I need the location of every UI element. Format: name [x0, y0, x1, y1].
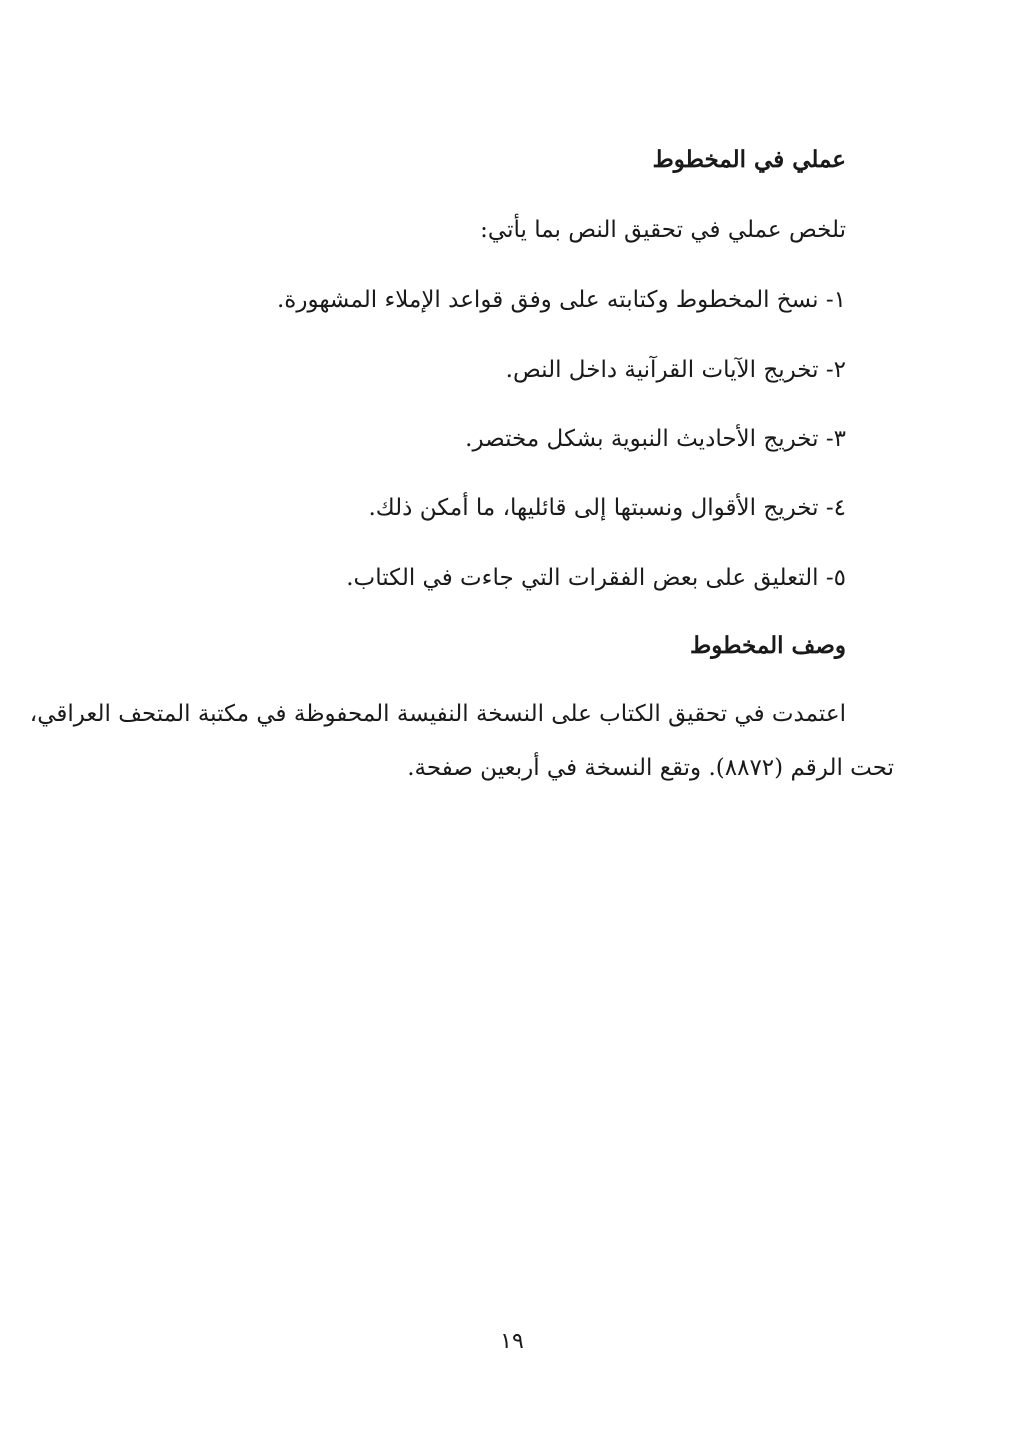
description-paragraph-line-2: تحت الرقم (٨٨٧٢). وتقع النسخة في أربعين صفحة. [407, 755, 894, 781]
description-paragraph-line-1: اعتمدت في تحقيق الكتاب على النسخة النفيسة المحفوظة في مكتبة المتحف العراقي، [29, 701, 846, 727]
intro-line: تلخص عملي في تحقيق النص بما يأتي: [480, 217, 846, 243]
page-number: ١٩ [500, 1329, 524, 1354]
section-heading-manuscript-description: وصف المخطوط [689, 632, 846, 659]
list-item-2: ٢- تخريج الآيات القرآنية داخل النص. [505, 357, 846, 383]
section-heading-work-on-manuscript: عملي في المخطوط [652, 146, 846, 173]
list-item-4: ٤- تخريج الأقوال ونسبتها إلى قائليها، ما أمكن ذلك. [368, 495, 846, 521]
list-item-5: ٥- التعليق على بعض الفقرات التي جاءت في الكتاب. [346, 565, 846, 591]
list-item-3: ٣- تخريج الأحاديث النبوية بشكل مختصر. [465, 426, 846, 452]
list-item-1: ١- نسخ المخطوط وكتابته على وفق قواعد الإملاء المشهورة. [276, 287, 846, 313]
